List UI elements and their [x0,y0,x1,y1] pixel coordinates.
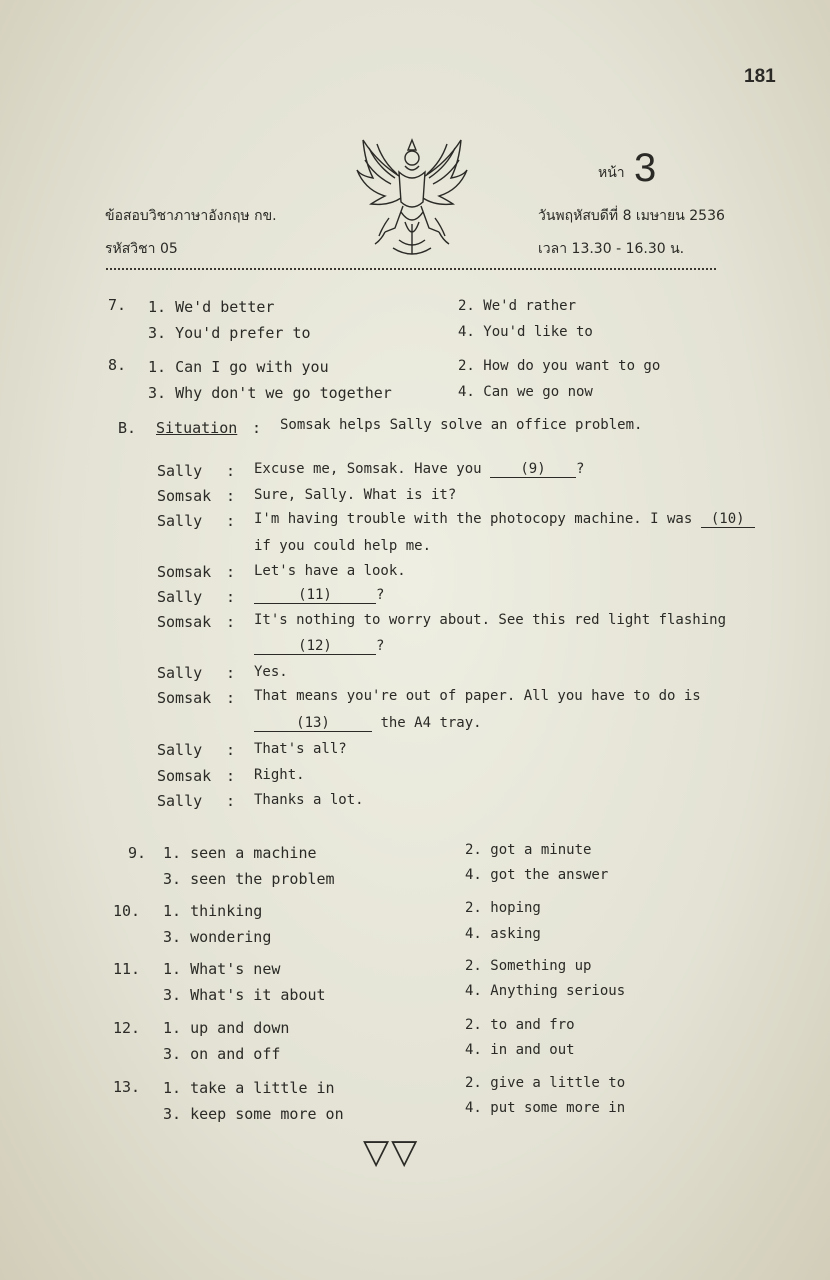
sheet-number: 3 [634,146,657,190]
option: 1. take a little in [163,1079,335,1097]
answer-blank: (11) [254,587,376,604]
dialogue-punct: ? [376,638,385,654]
option: 4. got the answer [465,867,609,883]
answer-blank: (13) [254,715,372,732]
speaker: Sally [157,664,203,682]
option: 1. seen a machine [163,844,317,862]
option: 3. Why don't we go together [148,384,392,402]
option: 1. We'd better [148,298,275,316]
garuda-emblem-icon [355,132,470,260]
option: 1. up and down [163,1019,290,1037]
section-letter: B. [118,419,137,437]
option: 2. to and fro [465,1017,575,1033]
section-description: Somsak helps Sally solve an office problem. [280,417,643,433]
dialogue-line: Right. [254,767,305,783]
dialogue-line: Yes. [254,664,288,680]
option: 3. on and off [163,1045,281,1063]
option: 1. Can I go with you [148,358,329,376]
speaker: Sally [157,462,203,480]
dialogue-line: That's all? [254,741,347,757]
question-number: 12. [113,1019,141,1037]
page-number: 181 [744,66,776,87]
option: 1. thinking [163,902,263,920]
speaker: Sally [157,588,203,606]
option: 3. You'd prefer to [148,324,311,342]
dialogue-line: Thanks a lot. [254,792,364,808]
option: 2. hoping [465,900,541,916]
speaker: Somsak [157,767,212,785]
section-colon: : [252,419,262,437]
option: 2. Something up [465,958,592,974]
exam-time: เวลา 13.30 - 16.30 น. [538,241,685,257]
exam-subject: ข้อสอบวิชาภาษาอังกฤษ กข. [105,208,277,224]
dialogue-line: Sure, Sally. What is it? [254,487,457,503]
answer-blank: (9) [490,461,576,478]
exam-date: วันพฤหัสบดีที่ 8 เมษายน 2536 [538,208,725,224]
dialogue-line: I'm having trouble with the photocopy machine. I was [254,511,693,527]
dialogue-continuation: if you could help me. [254,538,432,554]
option: 4. asking [465,926,541,942]
option: 4. put some more in [465,1100,626,1116]
option: 3. keep some more on [163,1105,344,1123]
question-number: 11. [113,960,141,978]
question-number: 8. [108,356,127,374]
speaker: Somsak [157,487,212,505]
option: 2. give a little to [465,1075,626,1091]
question-number: 7. [108,296,127,314]
dialogue-punct: ? [376,587,385,603]
sheet-label: หน้า [598,165,625,181]
option: 2. How do you want to go [458,358,661,374]
speaker: Somsak [157,613,212,631]
header-divider [106,266,716,270]
section-label: Situation [156,419,238,437]
option: 3. wondering [163,928,272,946]
option: 4. Anything serious [465,983,626,999]
speaker: Somsak [157,563,212,581]
speaker: Sally [157,741,203,759]
dialogue-line: Excuse me, Somsak. Have you [254,461,482,477]
option: 1. What's new [163,960,281,978]
question-number: 10. [113,902,141,920]
option: 2. got a minute [465,842,592,858]
dialogue-line: Let's have a look. [254,563,406,579]
continue-triangle-icon: ▽▽ [363,1132,420,1172]
dialogue-line: It's nothing to worry about. See this red light flashing [254,612,727,628]
answer-blank: (10) [701,511,755,528]
speaker: Somsak [157,689,212,707]
question-number: 9. [128,844,147,862]
speaker: Sally [157,512,203,530]
dialogue-punct: ? [576,461,585,477]
option: 4. You'd like to [458,324,593,340]
option: 3. What's it about [163,986,326,1004]
dialogue-line: That means you're out of paper. All you have to do is [254,688,701,704]
speaker: Sally [157,792,203,810]
exam-page: 181 หน้า 3 ข้อสอบวิชาภาษาอังกฤษ กข. วันพฤหัสบดีที่ 8 เมษายน 2536 รหัสวิชา 05 เวลา 13.30 - 16.30 น. 7. 1. We'd better 2. We'd rather 3. You'd prefer to 4. You'd like to 8. 1. Can I go with you 2. How do you want to go 3. Why don't we go together 4. Can we go now B. Situation : Somsak helps Sally solve an office problem. Sally : Excuse me, Somsak. Have you (9) ? Somsak : Sure, Sally. What is it? Sally : I'm having trouble with the photocopy machine. I was (10) if you could help me. Somsak : Let's have a look. Sally : (11) ? Somsak : It's nothing to worry about. See this red light flashing (12) ? Sally : Yes. Somsak : That means you're out of paper. All you have to do is (13) the A4 tray. Sally : That's all? Somsak : Right. Sally : Thanks a lot. 9. 1. seen a machine 2. got a minute 3. seen the problem 4. got the answer 10. 1. thinking 2. hoping 3. wondering 4. asking 11. 1. What's new 2. Something up 3. What's it about 4. Anything serious 12. 1. up and down 2. to and fro 3. on and off 4. in and out 13. 1. take a little in 2. give a little to 3. keep some more on 4. put some more in ▽▽ [0,0,830,1280]
option: 3. seen the problem [163,870,335,888]
option: 4. Can we go now [458,384,593,400]
answer-blank: (12) [254,638,376,655]
subject-code: รหัสวิชา 05 [105,241,178,257]
dialogue-continuation: the A4 tray. [380,715,482,731]
option: 4. in and out [465,1042,575,1058]
question-number: 13. [113,1078,141,1096]
option: 2. We'd rather [458,298,577,314]
